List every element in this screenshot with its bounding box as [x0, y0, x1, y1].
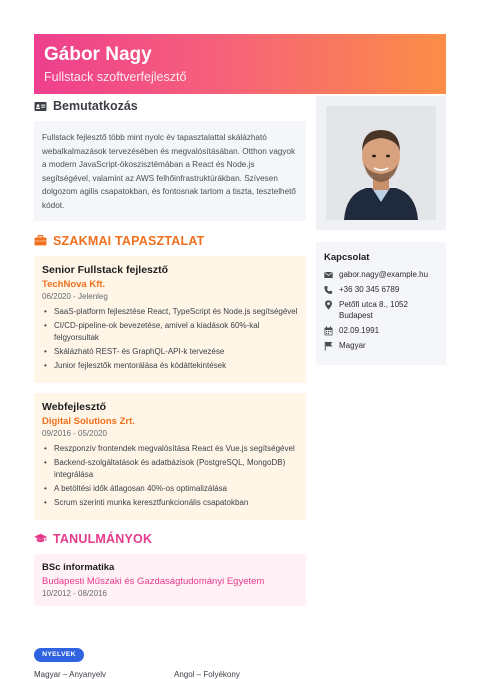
side-column — [316, 96, 446, 365]
experience-title: SZAKMAI TAPASZTALAT — [53, 233, 205, 248]
education-degree: BSc informatika — [42, 561, 115, 573]
experience-heading — [34, 234, 306, 248]
envelope-icon — [324, 270, 333, 280]
job-dates: 09/2016 - 05/2020 — [42, 428, 107, 438]
phone-icon — [324, 285, 333, 295]
id-card-icon — [34, 101, 47, 112]
language-item: Magyar – Anyanyelv — [34, 670, 107, 679]
contact-phone-row — [324, 284, 438, 295]
job-entry — [34, 256, 306, 383]
contact-box — [316, 242, 446, 365]
map-pin-icon — [324, 300, 333, 310]
contact-address: Petőfi utca 8., 1052 Budapest — [339, 300, 408, 320]
about-text: Fullstack fejlesztő több mint nyolc év tapasztalattal skálázható webalkalmazások tervezésében és megvalósításában. Otthon vagyok a modern JavaScript-ökoszisztémában a React és Node.js segítségével, valamint az AWS felhőinfrastruktúrákban. Szívesen dolgozom agilis csapatokban, és fontosnak tartom a tiszta, tesztelhető kódot. — [42, 133, 296, 210]
calendar-icon — [324, 326, 333, 336]
job-dates: 06/2020 - Jelenleg — [42, 291, 108, 301]
contact-address-row — [324, 299, 438, 321]
contact-nationality: Magyar — [339, 341, 366, 350]
job-bullet: • Reszponzív frontendek megvalósítása React és Vue.js segítségével — [42, 443, 298, 455]
graduation-cap-icon — [34, 533, 47, 544]
education-entry — [34, 554, 306, 606]
job-company: TechNova Kft. — [42, 278, 106, 290]
job-bullets — [42, 443, 298, 510]
job-entry — [34, 393, 306, 520]
education-heading — [34, 532, 306, 546]
flag-icon — [324, 341, 333, 351]
job-bullets — [42, 306, 298, 373]
contact-email-row — [324, 269, 438, 280]
job-company: Digital Solutions Zrt. — [42, 415, 135, 427]
cv-header — [34, 34, 446, 94]
about-heading — [34, 99, 306, 113]
job-bullet: • CI/CD-pipeline-ok bevezetése, amivel a kiadások 60%-kal felgyorsultak — [42, 320, 298, 344]
job-title: Senior Fullstack fejlesztő — [42, 263, 169, 276]
job-title: Webfejlesztő — [42, 400, 106, 413]
job-bullet: • Backend-szolgáltatások és adatbázisok (PostgreSQL, MongoDB) integrálása — [42, 457, 298, 481]
about-box — [34, 121, 306, 221]
job-bullet: • A betöltési idők átlagosan 40%-os optimalizálása — [42, 483, 298, 495]
briefcase-icon — [34, 235, 47, 246]
profile-photo — [326, 106, 436, 220]
job-bullet: • SaaS-platform fejlesztése React, TypeScript és Node.js segítségével — [42, 306, 298, 318]
languages-badge: NYELVEK — [34, 648, 84, 662]
job-role: Fullstack szoftverfejlesztő — [44, 70, 187, 84]
about-title: Bemutatkozás — [53, 99, 138, 113]
contact-birthdate: 02.09.1991 — [339, 326, 380, 335]
contact-nationality-row — [324, 340, 438, 351]
contact-birthdate-row — [324, 325, 438, 336]
contact-email[interactable]: gabor.nagy@example.hu — [339, 270, 429, 279]
education-dates: 10/2012 - 08/2016 — [42, 588, 107, 598]
job-bullet: • Scrum szerinti munka keresztfunkcionális csapatokban — [42, 497, 298, 509]
education-school: Budapesti Műszaki és Gazdaságtudományi Egyetem — [42, 575, 265, 587]
contact-phone[interactable]: +36 30 345 6789 — [339, 285, 400, 294]
job-bullet: • Skálázható REST- és GraphQL-API-k tervezése — [42, 346, 298, 358]
education-title: TANULMÁNYOK — [53, 531, 153, 546]
job-bullet: • Junior fejlesztők mentorálása és kódáttekintések — [42, 360, 298, 372]
photo-box — [316, 96, 446, 230]
language-item: Angol – Folyékony — [174, 670, 240, 679]
person-name: Gábor Nagy — [44, 44, 152, 65]
contact-title: Kapcsolat — [324, 252, 370, 263]
main-column — [34, 96, 306, 606]
